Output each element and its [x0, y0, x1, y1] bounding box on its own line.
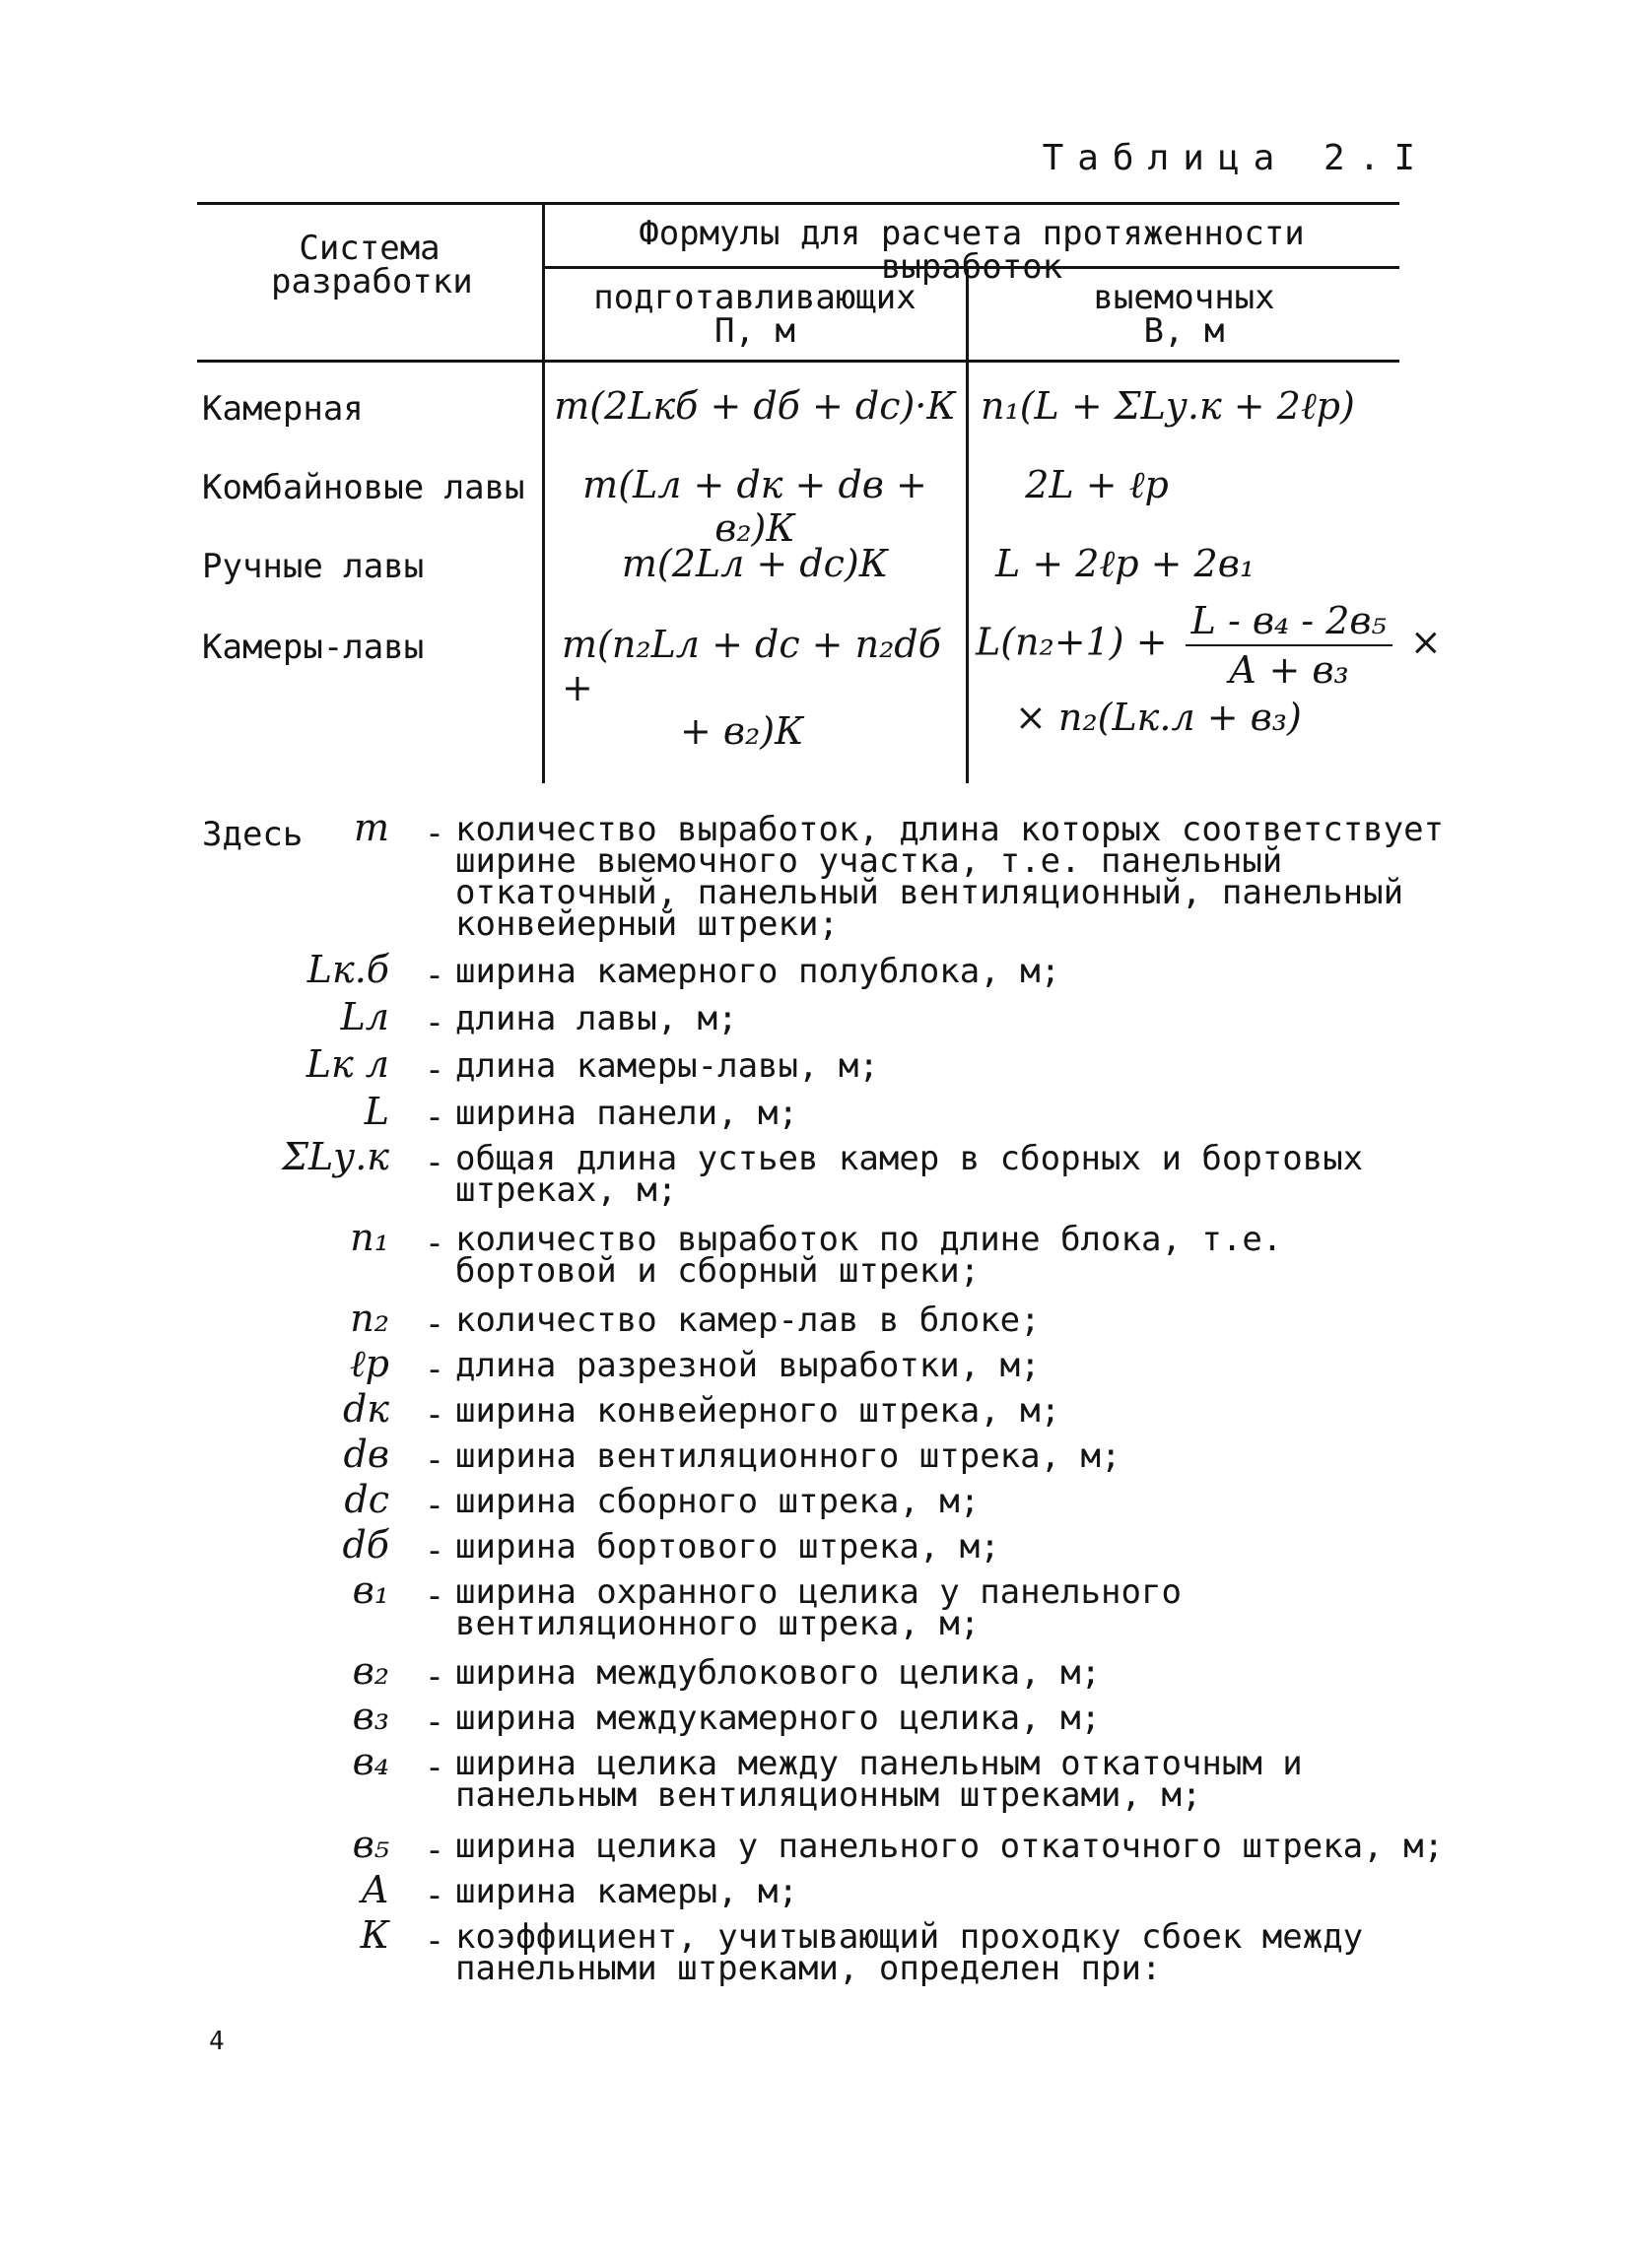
row-prep-formula-4-line2: + в₂)К [680, 709, 804, 753]
legend-symbol: Lл [340, 995, 389, 1038]
legend-dash: - [424, 1050, 445, 1090]
legend-text: количество выработок по длине блока, т.е. бортовой и сборный штреки; [455, 1220, 1283, 1291]
legend-symbol: в₂ [352, 1649, 389, 1693]
legend-dash: - [424, 1831, 445, 1870]
legend-dash: - [424, 1003, 445, 1042]
legend-symbol: в₁ [352, 1568, 389, 1612]
row-prep-formula-4 [562, 623, 966, 753]
legend-text: длина камеры-лавы, м; [455, 1046, 879, 1086]
legend-dash: - [424, 1350, 445, 1389]
row-system-2: Комбайновые лавы [202, 468, 525, 507]
legend-symbol: А [361, 1868, 389, 1911]
header-prep-unit: П, м [714, 311, 795, 351]
legend-dash: - [424, 1304, 445, 1344]
legend-dash: - [424, 1224, 445, 1263]
legend-text: количество камер-лав в блоке; [455, 1301, 1041, 1340]
legend-text: ширина бортового штрека, м; [455, 1527, 1000, 1567]
row-prep-formula-3: m(2Lл + dс)К [621, 542, 889, 585]
row-system-4: Камеры-лавы [202, 628, 425, 667]
legend-symbol: n₁ [350, 1216, 389, 1259]
legend-symbol: ℓр [349, 1342, 389, 1385]
header-prep [544, 278, 966, 351]
legend-symbol: dс [344, 1478, 389, 1521]
row-extract-formula-4-line2: × n₂(Lк.л + в₃) [1015, 696, 1302, 739]
table-caption: Таблица 2.I [1042, 138, 1429, 178]
row-extract-formula-4-line1: L(n₂+1) + $\frac{\text{L - в₄ - 2в₅}}{\text{А + в₃}}$ × [976, 599, 1442, 692]
legend-symbol: dв [343, 1433, 389, 1476]
legend-dash: - [424, 1657, 445, 1697]
fraction: $\frac{\text{L - в₄ - 2в₅}}{\text{А + в₃}}$ [1186, 599, 1392, 692]
header-extract-unit: В, м [1143, 311, 1225, 351]
legend-symbol: Lк.б [306, 948, 389, 991]
legend-dash: - [424, 1748, 445, 1787]
legend-symbol: Lк л [306, 1042, 389, 1086]
legend-dash: - [424, 1921, 445, 1961]
legend-text: ширина камерного полублока, м; [455, 952, 1061, 991]
legend-text: ширина конвейерного штрека, м; [455, 1391, 1061, 1431]
legend-symbol: в₃ [352, 1695, 389, 1738]
legend-symbol: dб [342, 1523, 389, 1567]
legend-symbol: L [364, 1090, 389, 1133]
legend-dash: - [424, 1098, 445, 1137]
row-extract-formula-2: 2L + ℓр [1025, 463, 1169, 506]
legend-text: ширина междукамерного целика, м; [455, 1699, 1102, 1738]
legend-symbol: в₄ [352, 1740, 389, 1783]
header-bottom-rule [197, 360, 1399, 363]
legend-dash: - [424, 814, 445, 853]
legend-text: длина лавы, м; [455, 999, 738, 1038]
page-number: 4 [209, 2027, 225, 2056]
header-formulas: Формулы для расчета протяженности выработок [639, 214, 1305, 287]
header-system: Система разработки [271, 229, 473, 301]
row-extract-formula-1: n₁(L + ΣLу.к + 2ℓр) [981, 384, 1355, 428]
header-prep-label: подготавливающих [593, 278, 917, 317]
row-system-1: Камерная [202, 389, 364, 429]
legend-text: ширина сборного штрека, м; [455, 1482, 981, 1521]
legend-text: длина разрезной выработки, м; [455, 1346, 1041, 1385]
legend-text: ширина камеры, м; [455, 1872, 798, 1911]
legend-text: ширина вентиляционного штрека, м; [455, 1436, 1121, 1476]
legend-dash: - [424, 1143, 445, 1182]
row-prep-formula-2: m(Lл + dк + dв + в₂)К [582, 463, 927, 550]
legend-intro: Здесь [202, 815, 304, 854]
legend-text: ширина целика между панельным откаточным и панельным вентиляционным штреками, м; [455, 1744, 1303, 1815]
row-prep-formula-4-line1: m(n₂Lл + dс + n₂dб + [562, 623, 941, 709]
legend-symbol: К [360, 1913, 389, 1957]
row-extract-formula-4 [976, 599, 1442, 739]
legend-dash: - [424, 1531, 445, 1570]
legend-symbol: в₅ [352, 1823, 389, 1866]
legend-text: ширина панели, м; [455, 1094, 798, 1133]
legend-symbol: n₂ [350, 1297, 389, 1340]
legend-text: общая длина устьев камер в сборных и бортовых штреках, м; [455, 1139, 1364, 1210]
legend-dash: - [424, 1440, 445, 1480]
legend-dash: - [424, 1702, 445, 1742]
legend-dash: - [424, 1395, 445, 1434]
row-prep-formula-1: m(2Lкб + dб + dс)·К [554, 384, 956, 428]
legend-dash: - [424, 956, 445, 995]
legend-symbol: m [353, 806, 389, 849]
legend-symbol: dк [342, 1387, 389, 1431]
header-extract-label: выемочных [1093, 278, 1275, 317]
row-system-3: Ручные лавы [202, 547, 425, 586]
legend-text: ширина междублокового целика, м; [455, 1653, 1102, 1693]
legend-text: ширина целика у панельного откаточного штрека, м; [455, 1827, 1445, 1866]
header-extract [969, 278, 1399, 351]
legend-text: коэффициент, учитывающий проходку сбоек между панельными штреками, определен при: [455, 1917, 1364, 1988]
legend-text: количество выработок, длина которых соответствует ширине выемочного участка, т.е. панельный откаточный, панельный вентиляционный, панельный конвейерный штреки; [455, 810, 1445, 944]
legend-dash: - [424, 1486, 445, 1525]
legend-dash: - [424, 1876, 445, 1915]
legend-text: ширина охранного целика у панельного вентиляционного штрека, м; [455, 1572, 1182, 1643]
legend-symbol: ΣLу.к [282, 1135, 389, 1178]
row-extract-formula-3: L + 2ℓр + 2в₁ [995, 542, 1256, 585]
legend-dash: - [424, 1576, 445, 1616]
table-top-rule [197, 202, 1399, 205]
